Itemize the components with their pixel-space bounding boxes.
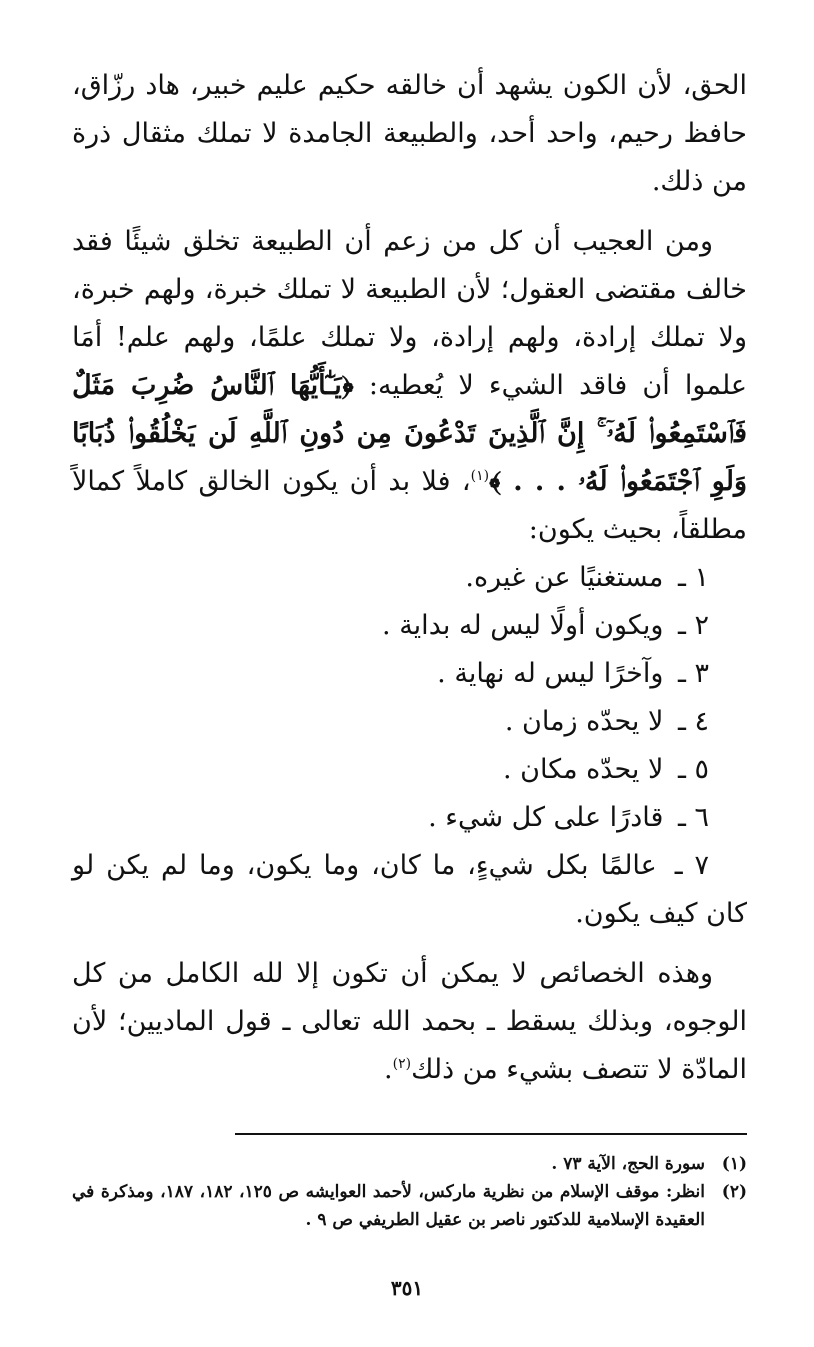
quran-verse: ﴿يَـٰٓأَيُّهَا ٱلنَّاسُ ضُرِبَ مَثَلٌ فَٱسْتَمِعُوا۟ لَهُۥٓ ۚ إِنَّ ٱلَّذِينَ تَدْعُونَ مِن دُونِ ٱللَّهِ لَن يَخْلُقُوا۟ ذُبَابًا وَلَوِ ٱجْتَمَعُوا۟ لَهُۥ . . . ﴾ xyxy=(72,370,747,497)
list-item xyxy=(72,842,747,938)
list-item-text: لا يحدّه زمان . xyxy=(504,706,664,737)
list-item-number: ٢ ـ xyxy=(677,610,709,641)
footnote-1 xyxy=(72,1150,747,1178)
paragraph-2-outro: ، فلا بد أن يكون الخالق كاملاً كمالاً مطلقاً، بحيث يكون: xyxy=(72,466,747,545)
footnote-ref-2[interactable]: (٢) xyxy=(392,1056,412,1072)
paragraph-2-intro: ومن العجيب أن كل من زعم أن الطبيعة تخلق شيئًا فقد خالف مقتضى العقول؛ لأن الطبيعة لا تملك خبرة، ولهم خبرة، ولا تملك إرادة، ولهم إرادة، ولا تملك علمًا، ولهم علم! أمَا علموا أن فاقد الشيء لا يُعطيه: xyxy=(72,226,747,401)
list-item-number: ٧ ـ xyxy=(674,850,710,881)
list-item-text: عالمًا بكل شيءٍ، ما كان، وما يكون، وما لم يكن لو كان كيف يكون. xyxy=(72,850,747,929)
page-number: ٣٥١ xyxy=(390,1276,424,1300)
paragraph-2 xyxy=(72,218,747,554)
list-item-text: لا يحدّه مكان . xyxy=(502,754,664,785)
list-item xyxy=(72,746,747,794)
page-body xyxy=(72,62,747,1094)
footnotes xyxy=(72,1150,747,1234)
footnote-number: (١) xyxy=(721,1154,747,1174)
list-item-number: ١ ـ xyxy=(677,562,709,593)
paragraph-3-end: . xyxy=(384,1054,393,1085)
list-item-text: ويكون أولًا ليس له بداية . xyxy=(382,610,664,641)
paragraph-3 xyxy=(72,950,747,1094)
list-item-number: ٣ ـ xyxy=(677,658,709,689)
paragraph-3-text: وهذه الخصائص لا يمكن أن تكون إلا لله الكامل من كل الوجوه، وبذلك يسقط ـ بحمد الله تعالى ـ قول الماديين؛ لأن المادّة لا تتصف بشيء من ذلك xyxy=(72,958,747,1085)
list-item xyxy=(72,554,747,602)
list-item xyxy=(72,650,747,698)
attributes-list xyxy=(72,554,747,938)
list-item-number: ٤ ـ xyxy=(677,706,709,737)
list-item-number: ٦ ـ xyxy=(677,802,709,833)
list-item-text: وآخرًا ليس له نهاية . xyxy=(437,658,664,689)
list-item-text: مستغنيًا عن غيره. xyxy=(465,562,664,593)
footnote-2 xyxy=(72,1178,747,1234)
list-item xyxy=(72,602,747,650)
footnote-text: انظر: موقف الإسلام من نظرية ماركس، لأحمد العوايشه ص ١٢٥، ١٨٢، ١٨٧، ومذكرة في العقيدة الإسلامية للدكتور ناصر بن عقيل الطريفي ص ٩ . xyxy=(72,1182,706,1230)
footnote-number: (٢) xyxy=(721,1182,747,1202)
list-item xyxy=(72,794,747,842)
paragraph-1: الحق، لأن الكون يشهد أن خالقه حكيم عليم خبير، هاد رزّاق، حافظ رحيم، واحد أحد، والطبيعة الجامدة لا تملك مثقال ذرة من ذلك. xyxy=(72,70,747,197)
footnote-divider xyxy=(235,1133,747,1135)
footnote-text: سورة الحج، الآية ٧٣ . xyxy=(551,1154,705,1174)
list-item-number: ٥ ـ xyxy=(677,754,709,785)
list-item xyxy=(72,698,747,746)
footnote-ref-1[interactable]: (١) xyxy=(470,468,490,484)
list-item-text: قادرًا على كل شيء . xyxy=(428,802,664,833)
